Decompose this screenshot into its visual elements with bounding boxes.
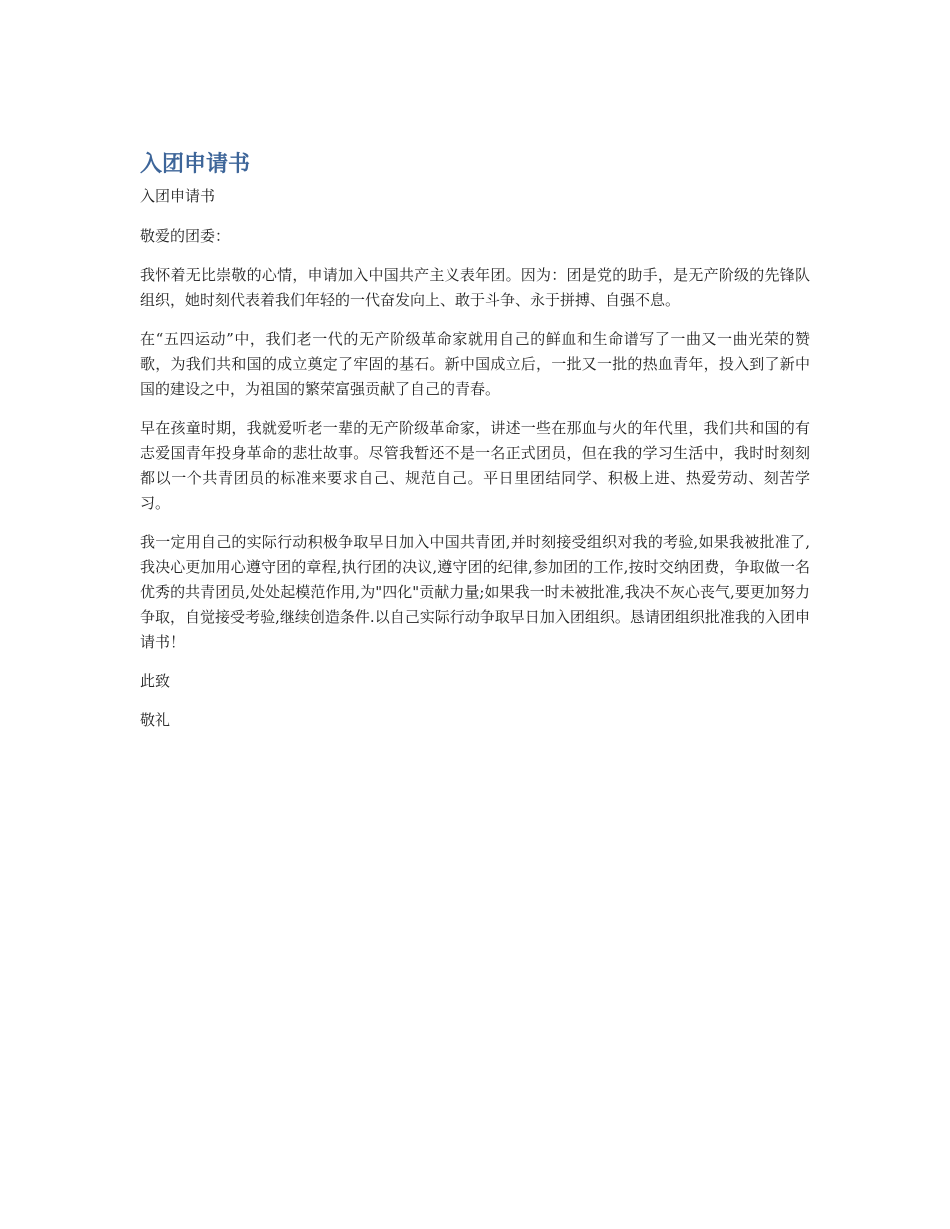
- document-body: [140, 150, 810, 733]
- paragraph: 在“五四运动”中，我们老一代的无产阶级革命家就用自己的鲜血和生命谱写了一曲又一曲光荣的赞歌，为我们共和国的成立奠定了牢固的基石。新中国成立后，一批又一批的热血青年，投入到了新中国的建设之中，为祖国的繁荣富强贡献了自己的青春。: [140, 330, 810, 398]
- paragraph: 我怀着无比崇敬的心情，申请加入中国共产主义表年团。因为：团是党的助手，是无产阶级的先锋队组织，她时刻代表着我们年轻的一代奋发向上、敢于斗争、永于拼搏、自强不息。: [140, 266, 810, 309]
- paragraph: 我一定用自己的实际行动积极争取早日加入中国共青团,并时刻接受组织对我的考验,如果我被批准了,我决心更加用心遵守团的章程,执行团的决议,遵守团的纪律,参加团的工作,按时交纳团费，争取做一名优秀的共青团员,处处起模范作用,为"四化"贡献力量;如果我一时未被批准,我决不灰心丧气,要更加努力争取，自觉接受考验,继续创造条件.以自己实际行动争取早日加入团组织。恳请团组织批准我的入团申请书！: [140, 533, 810, 651]
- salutation: 敬爱的团委：: [140, 227, 231, 245]
- document-heading: 入团申请书: [140, 152, 251, 177]
- document-subtitle: 入团申请书: [140, 187, 216, 205]
- paragraph: 早在孩童时期，我就爱听老一辈的无产阶级革命家，讲述一些在那血与火的年代里，我们共和国的有志爱国青年投身革命的悲壮故事。尽管我暂还不是一名正式团员，但在我的学习生活中，我时时刻刻都以一个共青团员的标准来要求自己、规范自己。平日里团结同学、积极上进、热爱劳动、刻苦学习。: [140, 419, 810, 512]
- closing-salute: 敬礼: [140, 711, 171, 729]
- closing-line: 此致: [140, 672, 171, 690]
